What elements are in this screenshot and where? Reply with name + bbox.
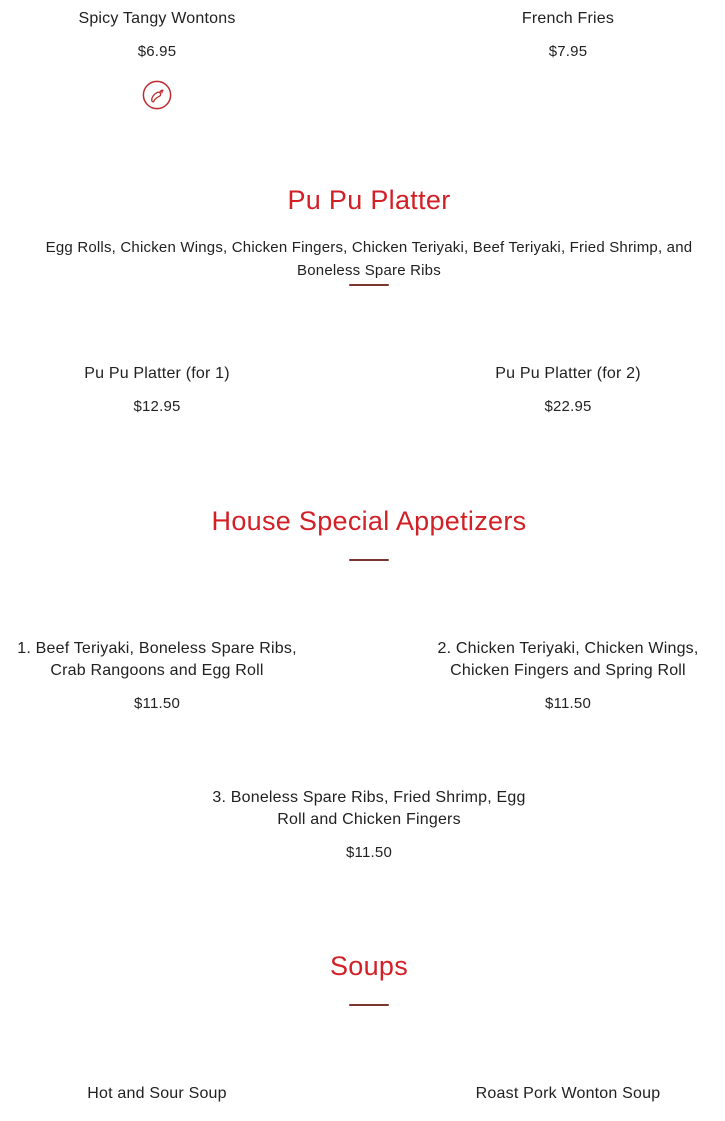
menu-items-top-row bbox=[0, 8, 725, 110]
section-divider bbox=[349, 1004, 389, 1006]
menu-item-name: French Fries bbox=[521, 10, 615, 27]
menu-item-name: 3. Boneless Spare Ribs, Fried Shrimp, Egg Roll and Chicken Fingers bbox=[212, 789, 526, 828]
section-title: Pu Pu Platter bbox=[287, 185, 451, 215]
menu-item bbox=[209, 787, 529, 861]
menu-section-soups bbox=[0, 948, 725, 1105]
section-head bbox=[0, 503, 725, 561]
menu-items-row bbox=[0, 787, 725, 861]
menu-item-price: $22.95 bbox=[544, 398, 592, 415]
menu-item-name: 2. Chicken Teriyaki, Chicken Wings, Chicken Fingers and Spring Roll bbox=[437, 640, 699, 679]
menu-item-price: $6.95 bbox=[137, 43, 177, 60]
menu-section-pu-pu-platter bbox=[0, 182, 725, 415]
menu-item-price: $11.50 bbox=[346, 844, 392, 861]
section-title: Soups bbox=[329, 951, 409, 981]
menu-section-house-special-appetizers bbox=[0, 503, 725, 861]
section-divider bbox=[349, 559, 389, 561]
section-head bbox=[0, 948, 725, 1006]
menu-item bbox=[7, 8, 307, 110]
menu-items-row bbox=[0, 1083, 725, 1105]
menu-item-name: 1. Beef Teriyaki, Boneless Spare Ribs, Crab Rangoons and Egg Roll bbox=[17, 640, 297, 679]
menu-item bbox=[418, 8, 718, 110]
menu-item-name: Spicy Tangy Wontons bbox=[78, 10, 236, 27]
menu-sections bbox=[0, 182, 725, 1105]
spicy-chili-icon bbox=[7, 80, 307, 110]
menu-items-row bbox=[0, 363, 725, 415]
section-divider bbox=[349, 284, 389, 286]
section-title: House Special Appetizers bbox=[211, 506, 527, 536]
menu-item-price: $12.95 bbox=[133, 398, 181, 415]
menu-item-price: $11.50 bbox=[134, 695, 180, 712]
menu-item bbox=[7, 638, 307, 712]
section-head bbox=[0, 182, 725, 286]
menu-item-name: Pu Pu Platter (for 1) bbox=[84, 365, 230, 382]
menu-item bbox=[418, 1083, 718, 1105]
menu-item-price: $11.50 bbox=[545, 695, 591, 712]
menu-item-name: Hot and Sour Soup bbox=[87, 1085, 227, 1102]
menu-items-row bbox=[0, 638, 725, 712]
menu-item bbox=[7, 363, 307, 415]
menu-item-name: Roast Pork Wonton Soup bbox=[475, 1085, 661, 1102]
menu-item bbox=[418, 363, 718, 415]
menu-item-price: $7.95 bbox=[548, 43, 588, 60]
menu-item-name: Pu Pu Platter (for 2) bbox=[495, 365, 641, 382]
menu-item bbox=[418, 638, 718, 712]
section-description: Egg Rolls, Chicken Wings, Chicken Fingers, Chicken Teriyaki, Beef Teriyaki, Fried Shrimp, and Boneless Spare Ribs bbox=[45, 239, 693, 279]
menu-item bbox=[7, 1083, 307, 1105]
